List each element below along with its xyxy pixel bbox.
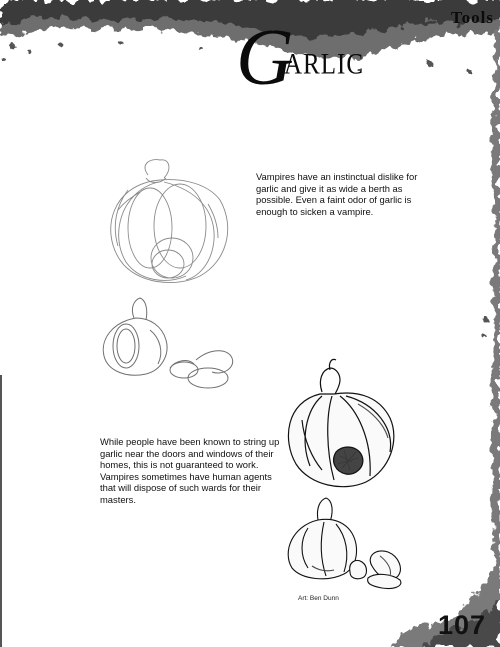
page-number: 107 xyxy=(437,610,486,640)
garlic-bulb-and-cloves-rough-sketch xyxy=(103,298,232,388)
page-title-initial: G xyxy=(236,14,294,102)
page-title-rest: ARLIC xyxy=(284,48,364,81)
garlic-bulb-construction-sketch xyxy=(111,160,228,283)
garlic-bulb-finished-inked xyxy=(288,359,393,486)
art-credit: Art: Ben Dunn xyxy=(298,595,339,602)
garlic-bulb-with-cloves-finished-inked xyxy=(288,498,401,589)
paragraph-vampire-dislike: Vampires have an instinctual dislike for garlic and give it as wide a berth as possible. Even a faint odor of garlic is enough to sicken a vampire. xyxy=(256,171,418,217)
section-tab: Tools xyxy=(450,8,494,27)
paragraph-garlic-wards: While people have been known to string up garlic near the doors and windows of their homes, this is not guaranteed to work. Vampires sometimes have human agents that will dispose of such wards for their masters. xyxy=(100,436,280,505)
